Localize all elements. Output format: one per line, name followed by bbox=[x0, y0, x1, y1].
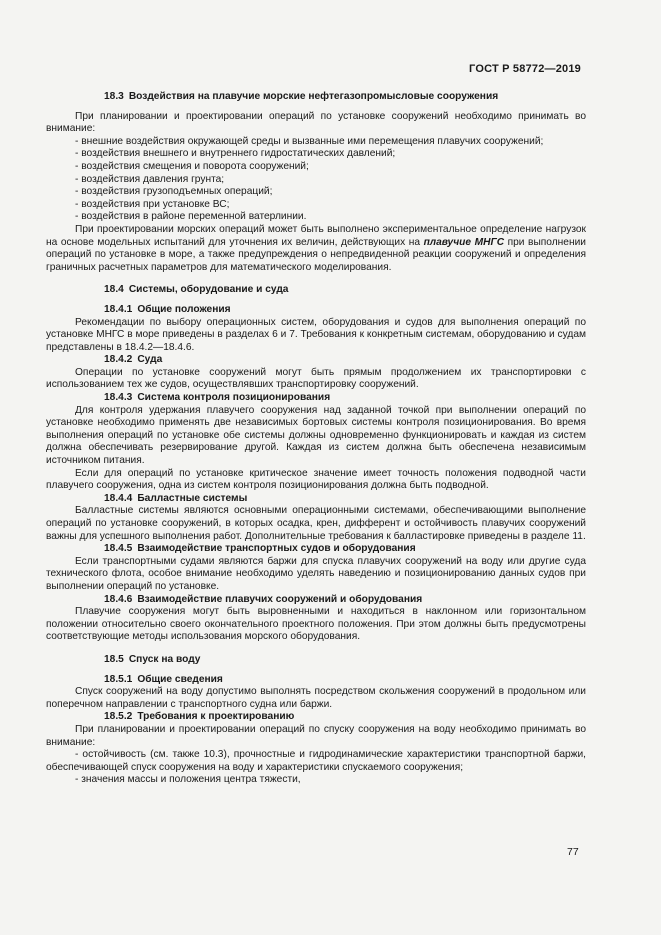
subsection-heading: 18.4.6 Взаимодействие плавучих сооружений и оборудования bbox=[104, 593, 423, 605]
paragraph: При планировании и проектировании операций по установке сооружений необходимо принимать во внимание: bbox=[46, 110, 586, 135]
list-item: - внешние воздействия окружающей среды и вызванные ими перемещения плавучих сооружений; bbox=[75, 135, 544, 147]
list-item: - воздействия смещения и поворота сооружений; bbox=[75, 160, 309, 172]
paragraph: При проектировании морских операций может быть выполнено экспериментальное определение нагрузок на основе модельных испытаний для уточнения их величин, действующих на плавучие МНГС при выполнении операций по установке в море, а также предупреждения о непредвиденной реакции сооружений и определения граничных расчетных параметров для математического моделирования. bbox=[46, 223, 586, 273]
list-item: - остойчивость (см. также 10.3), прочностные и гидродинамические характеристики транспортной баржи, обеспечивающей спуск сооружения на воду и характеристики спускаемого сооружения; bbox=[46, 749, 586, 773]
list-item: - значения массы и положения центра тяжести, bbox=[75, 774, 301, 786]
subsection-heading: 18.4.1 Общие положения bbox=[104, 303, 231, 315]
section-heading: 18.4 Системы, оборудование и суда bbox=[104, 284, 289, 296]
paragraph: Операции по установке сооружений могут быть прямым продолжением их транспортировки с использованием тех же судов, осуществлявших транспортировку сооружений. bbox=[46, 366, 586, 391]
paragraph: Рекомендации по выбору операционных систем, оборудования и судов для выполнения операций по установке МНГС в море приведены в разделах 6 и 7. Требования к конкретным системам, оборудованию и судам представлены в 18.4.2—18.4.6. bbox=[46, 316, 586, 353]
subsection-heading: 18.4.2 Суда bbox=[104, 354, 163, 366]
paragraph: Плавучие сооружения могут быть выровненными и находиться в наклонном или горизонтальном положении относительно своего окончательного проектного положения. При этом должны быть предусмотрены соответствующие методы использования морского оборудования. bbox=[46, 606, 586, 643]
paragraph: Для контроля удержания плавучего сооружения над заданной точкой при выполнении операций по установке необходимо применять две независимых бортовых системы контроля позиционирования. Во время выполнения операций по установке обе системы должны одновременно функционировать и каждая из систем должна обеспечивать резервирование другой. Каждая из систем должна быть обеспечена независимым источником питания. bbox=[46, 404, 586, 467]
subsection-heading: 18.4.5 Взаимодействие транспортных судов и оборудования bbox=[104, 543, 416, 555]
section-heading: 18.5 Спуск на воду bbox=[104, 653, 201, 665]
list-item: - воздействия грузоподъемных операций; bbox=[75, 186, 273, 198]
paragraph: Балластные системы являются основными операционными системами, обеспечивающими выполнение операций по установке сооружений, в которых осадка, крен, дифферент и остойчивость плавучих сооружений важны для успешного выполнения работ. Дополнительные требования к балластировке приведены в разделе 11. bbox=[46, 505, 586, 542]
page-number: 77 bbox=[567, 846, 579, 858]
document-code: ГОСТ Р 58772—2019 bbox=[469, 63, 581, 75]
subsection-heading: 18.4.4 Балластные системы bbox=[104, 492, 248, 504]
list-item: - воздействия внешнего и внутреннего гидростатических давлений; bbox=[75, 148, 396, 160]
paragraph: При планировании и проектировании операций по спуску сооружения на воду необходимо принимать во внимание: bbox=[46, 723, 586, 748]
list-item: - воздействия в районе переменной ватерлинии. bbox=[75, 211, 307, 223]
list-item: - воздействия давления грунта; bbox=[75, 173, 225, 185]
page-body bbox=[46, 91, 586, 787]
paragraph: Спуск сооружений на воду допустимо выполнять посредством скольжения сооружений в продольном или поперечном направлении с транспортного судна или баржи. bbox=[46, 686, 586, 710]
emphasis-term: плавучие МНГС bbox=[423, 236, 505, 248]
subsection-heading: 18.4.3 Система контроля позиционирования bbox=[104, 392, 331, 404]
subsection-heading: 18.5.1 Общие сведения bbox=[104, 673, 223, 685]
subsection-heading: 18.5.2 Требования к проектированию bbox=[104, 711, 295, 723]
paragraph: Если транспортными судами являются баржи для спуска плавучих сооружений на воду или другие суда технического флота, особое внимание необходимо уделять наведению и позиционированию данных судов при выполнении операций по установке. bbox=[46, 555, 586, 592]
list-item: - воздействия при установке ВС; bbox=[75, 198, 230, 210]
paragraph: Если для операций по установке критическое значение имеет точность положения подводной части плавучего сооружения, одна из систем контроля позиционирования должна быть подводной. bbox=[46, 467, 586, 492]
section-heading: 18.3 Воздействия на плавучие морские нефтегазопромысловые сооружения bbox=[104, 91, 499, 102]
